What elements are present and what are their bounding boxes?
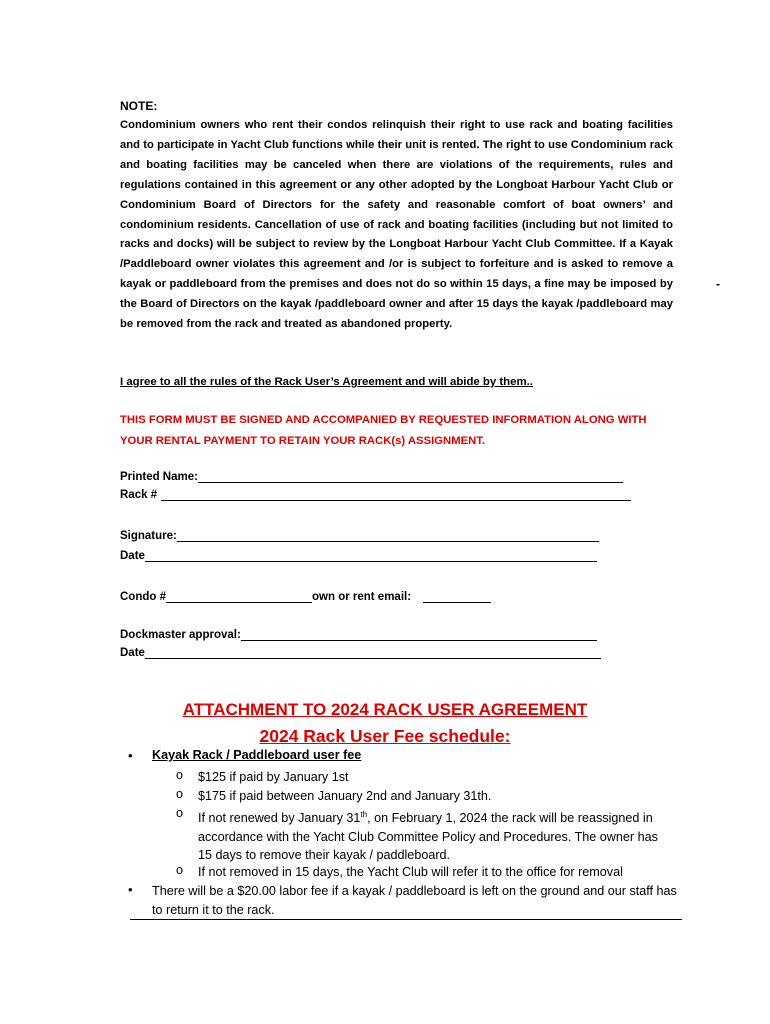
dockmaster-date-field[interactable]	[120, 646, 601, 659]
sub-bullet-mark: o	[176, 863, 184, 877]
condo-line[interactable]	[166, 590, 312, 603]
dockmaster-date-label: Date	[120, 647, 145, 659]
fee-item-text	[198, 806, 674, 865]
margin-mark: -	[716, 277, 720, 291]
date-line[interactable]	[145, 549, 597, 562]
ordinal-suffix: th	[360, 810, 368, 819]
labor-fee-text: There will be a $20.00 labor fee if a kayak / paddleboard is left on the ground and our staff has to return it to the rack.	[152, 884, 677, 917]
fee-item-text: $175 if paid between January 2nd and January 31th.	[198, 789, 492, 803]
condo-label: Condo #	[120, 591, 166, 603]
bottom-rule	[130, 919, 682, 920]
bullet-mark: •	[128, 748, 133, 763]
fee-schedule-title: 2024 Rack User Fee schedule:	[259, 726, 511, 746]
fee-item-text-start: If not renewed by January 31	[198, 811, 361, 826]
printed-name-line[interactable]	[198, 470, 623, 483]
sub-bullet-mark: o	[176, 787, 184, 801]
signature-warning: THIS FORM MUST BE SIGNED AND ACCOMPANIED BY REQUESTED INFORMATION ALONG WITH YOUR RENTAL PAYMENT TO RETAIN YOUR RACK(s) ASSIGNMENT.	[120, 414, 647, 447]
bullet-mark: •	[128, 882, 133, 897]
signature-line[interactable]	[177, 529, 599, 542]
fee-item	[176, 787, 491, 806]
dockmaster-line[interactable]	[241, 628, 597, 641]
rack-number-line[interactable]	[161, 488, 631, 501]
fee-item-text-rest: , on February 1, 2024 the rack will be reassigned in accordance with the Yacht Club Committee Policy and Procedures. The owner has 15 days to remove their kayak / paddleboard.	[198, 811, 658, 863]
email-label: own or rent email:	[312, 591, 412, 603]
condo-field[interactable]	[120, 590, 491, 603]
kayak-fee-heading: Kayak Rack / Paddleboard user fee	[152, 748, 362, 762]
kayak-fee-bullet	[128, 748, 361, 763]
rack-number-field[interactable]	[120, 488, 631, 501]
fee-item-text: $125 if paid by January 1st	[198, 770, 349, 784]
fee-item-text: If not removed in 15 days, the Yacht Club will refer it to the office for removal	[198, 865, 623, 879]
dockmaster-date-line[interactable]	[145, 646, 601, 659]
signature-field[interactable]	[120, 529, 599, 542]
printed-name-field[interactable]	[120, 470, 623, 483]
note-paragraph: Condominium owners who rent their condos relinquish their right to use rack and boating facilities and to participate in Yacht Club functions while their unit is rented. The right to use Condominium rack and boating facilities may be canceled when there are violations of the requirements, rules and regulations contained in this agreement or any other adopted by the Longboat Harbour Yacht Club or Condominium Board of Directors for the safety and reasonable comfort of boat owners’ and condominium residents. Cancellation of use of rack and boating facilities (including but not limited to racks and docks) will be subject to review by the Longboat Harbour Yacht Club Committee. If a Kayak /Paddleboard owner violates this agreement and /or is subject to forfeiture and is asked to remove a kayak or paddleboard from the premises and does not do so within 15 days, a fine may be imposed by the Board of Directors on the kayak /paddleboard owner and after 15 days the kayak /paddleboard may be removed from the rack and treated as abandoned property.	[120, 119, 673, 331]
dockmaster-label: Dockmaster approval:	[120, 629, 241, 641]
date-field[interactable]	[120, 549, 597, 562]
attachment-title: ATTACHMENT TO 2024 RACK USER AGREEMENT	[182, 700, 588, 719]
fee-item	[176, 863, 623, 882]
email-line[interactable]	[423, 590, 491, 603]
sub-bullet-mark: o	[176, 806, 184, 820]
signature-label: Signature:	[120, 530, 177, 542]
note-label: NOTE:	[120, 99, 158, 113]
printed-name-label: Printed Name:	[120, 471, 198, 483]
note-section	[120, 96, 673, 335]
dockmaster-field[interactable]	[120, 628, 597, 641]
labor-fee-bullet	[128, 882, 684, 919]
rack-number-label: Rack #	[120, 489, 158, 501]
fee-item	[176, 768, 349, 787]
sub-bullet-mark: o	[176, 768, 184, 782]
agreement-statement: I agree to all the rules of the Rack User’s Agreement and will abide by them..	[120, 376, 533, 388]
fee-item	[176, 806, 676, 865]
date-label: Date	[120, 550, 145, 562]
